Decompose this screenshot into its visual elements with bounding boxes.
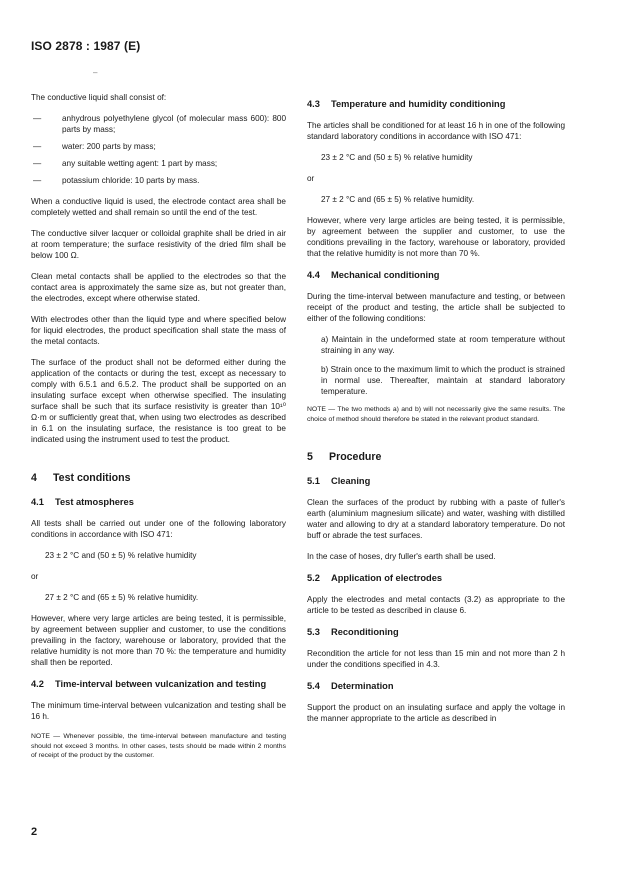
formula: 27 ± 2 °C and (65 ± 5) % relative humidity. <box>45 593 199 602</box>
formula: 23 ± 2 °C and (50 ± 5) % relative humidity <box>321 153 473 162</box>
section-number: 5.1 <box>307 476 320 486</box>
paragraph: Clean metal contacts shall be applied to the electrodes so that the contact area is approximately the same size as, but not greater than, the electrodes, except where otherwise stated. <box>31 272 286 303</box>
section-number: 5.2 <box>307 573 320 583</box>
section-number: 4.2 <box>31 679 44 689</box>
document-header: ISO 2878 : 1987 (E) <box>31 39 141 53</box>
section-title: Test atmospheres <box>55 497 134 507</box>
section-number: 5.3 <box>307 627 320 637</box>
paragraph: The articles shall be conditioned for at least 16 h in one of the following standard laboratory conditions in accordance with ISO 471: <box>307 121 565 141</box>
paragraph: With electrodes other than the liquid type and where specified below for liquid electrodes, the product specification shall state the mass of the metal contacts. <box>31 315 286 346</box>
conductive-liquid-intro: The conductive liquid shall consist of: <box>31 93 167 102</box>
section-title: Mechanical conditioning <box>331 270 440 280</box>
note: NOTE — Whenever possible, the time-interval between manufacture and testing should not exceed 3 months. In other cases, tests should be made within 2 months of receipt of the product by the customer. <box>31 733 286 759</box>
paragraph: However, where very large articles are being tested, it is permissible, by agreement between the supplier and customer, to use the conditions prevailing in the factory, warehouse or laboratory, provided that the relative humidity is not more than 70 %. <box>307 216 565 258</box>
section-5-1-heading <box>307 475 565 487</box>
section-title: Procedure <box>329 451 382 463</box>
section-5-2-heading <box>307 572 565 584</box>
or-text: or <box>31 572 39 581</box>
list-item: — anhydrous polyethylene glycol (of molecular mass 600): 800 parts by mass; <box>31 113 286 135</box>
page-number: 2 <box>31 826 38 838</box>
section-title: Cleaning <box>331 476 371 486</box>
right-column <box>307 92 565 734</box>
section-number: 4.3 <box>307 99 320 109</box>
section-number: 5 <box>307 451 313 463</box>
section-number: 4.1 <box>31 497 44 507</box>
section-4-4-heading <box>307 269 565 281</box>
paragraph: During the time-interval between manufacture and testing, or between receipt of the product and testing, the article shall be subjected to either of the following conditions: <box>307 292 565 323</box>
option-a: a) Maintain in the undeformed state at room temperature without straining in any way. <box>321 335 565 355</box>
section-title: Time-interval between vulcanization and testing <box>55 679 267 689</box>
section-5-4-heading <box>307 680 565 692</box>
section-title: Reconditioning <box>331 627 399 637</box>
paragraph: All tests shall be carried out under one of the following laboratory conditions in accordance with ISO 471: <box>31 519 286 539</box>
header-mark: – <box>93 68 98 77</box>
paragraph: Recondition the article for not less than 15 min and not more than 2 h under the conditions specified in 4.3. <box>307 649 565 669</box>
paragraph: Clean the surfaces of the product by rubbing with a paste of fuller's earth (aluminium magnesium silicate) and water, washing with distilled water and allowing to dry at a standard laboratory temperature. Do not buff or abrade the test surfaces. <box>307 498 565 540</box>
list-item: — water: 200 parts by mass; <box>31 141 286 152</box>
paragraph: The conductive silver lacquer or colloidal graphite shall be dried in air at room temperature; the surface resistivity of the dried film shall be below 100 Ω. <box>31 229 286 260</box>
section-title: Test conditions <box>53 472 131 484</box>
section-title: Determination <box>331 681 394 691</box>
list-item: — any suitable wetting agent: 1 part by mass; <box>31 158 286 169</box>
section-4-1-heading <box>31 496 286 508</box>
paragraph: The surface of the product shall not be deformed either during the application of the contacts or during the test, except as necessary to comply with 6.5.1 and 6.5.2. The product shall be supported on an insulating surface except when otherwise specified. The insulating surface shall be such that its surface resistivity is greater than 10¹⁰ Ω·m or sufficiently great that, when using two electrodes as described in 6.1 on the insulating surface, the resistance is too great to be indicated using the instrument used to test the product. <box>31 358 286 444</box>
list-item: — potassium chloride: 10 parts by mass. <box>31 175 286 186</box>
or-text: or <box>307 174 315 183</box>
section-4-2-heading <box>31 678 286 690</box>
paragraph: Apply the electrodes and metal contacts (3.2) as appropriate to the article to be tested as described in clause 6. <box>307 595 565 615</box>
section-number: 5.4 <box>307 681 320 691</box>
section-4-heading <box>31 473 286 484</box>
section-number: 4.4 <box>307 270 320 280</box>
section-number: 4 <box>31 472 37 484</box>
paragraph: However, where very large articles are being tested, it is permissible, by agreement between supplier and customer, to use the conditions prevailing in the factory, warehouse or laboratory, provided that the relative humidity is not more than 70 %: the temperature and humidity shall then be reported. <box>31 614 286 667</box>
section-5-3-heading <box>307 626 565 638</box>
paragraph: The minimum time-interval between vulcanization and testing shall be 16 h. <box>31 701 286 721</box>
section-title: Temperature and humidity conditioning <box>331 99 506 109</box>
paragraph: Support the product on an insulating surface and apply the voltage in the manner appropriate to the article as described in <box>307 703 565 723</box>
paragraph: When a conductive liquid is used, the electrode contact area shall be completely wetted and shall remain so until the end of the test. <box>31 197 286 217</box>
section-5-heading <box>307 452 565 463</box>
note: NOTE — The two methods a) and b) will not necessarily give the same results. The choice of method should therefore be stated in the relevant product standard. <box>307 406 565 423</box>
formula: 23 ± 2 °C and (50 ± 5) % relative humidity <box>45 551 197 560</box>
conductive-liquid-list <box>31 113 286 186</box>
formula: 27 ± 2 °C and (65 ± 5) % relative humidity. <box>321 195 475 204</box>
option-b: b) Strain once to the maximum limit to which the product is strained in normal use. Thereafter, maintain at standard laboratory temperature. <box>321 365 565 396</box>
section-4-3-heading <box>307 98 565 110</box>
paragraph: In the case of hoses, dry fuller's earth shall be used. <box>307 552 496 561</box>
left-column <box>31 92 286 771</box>
section-title: Application of electrodes <box>331 573 443 583</box>
